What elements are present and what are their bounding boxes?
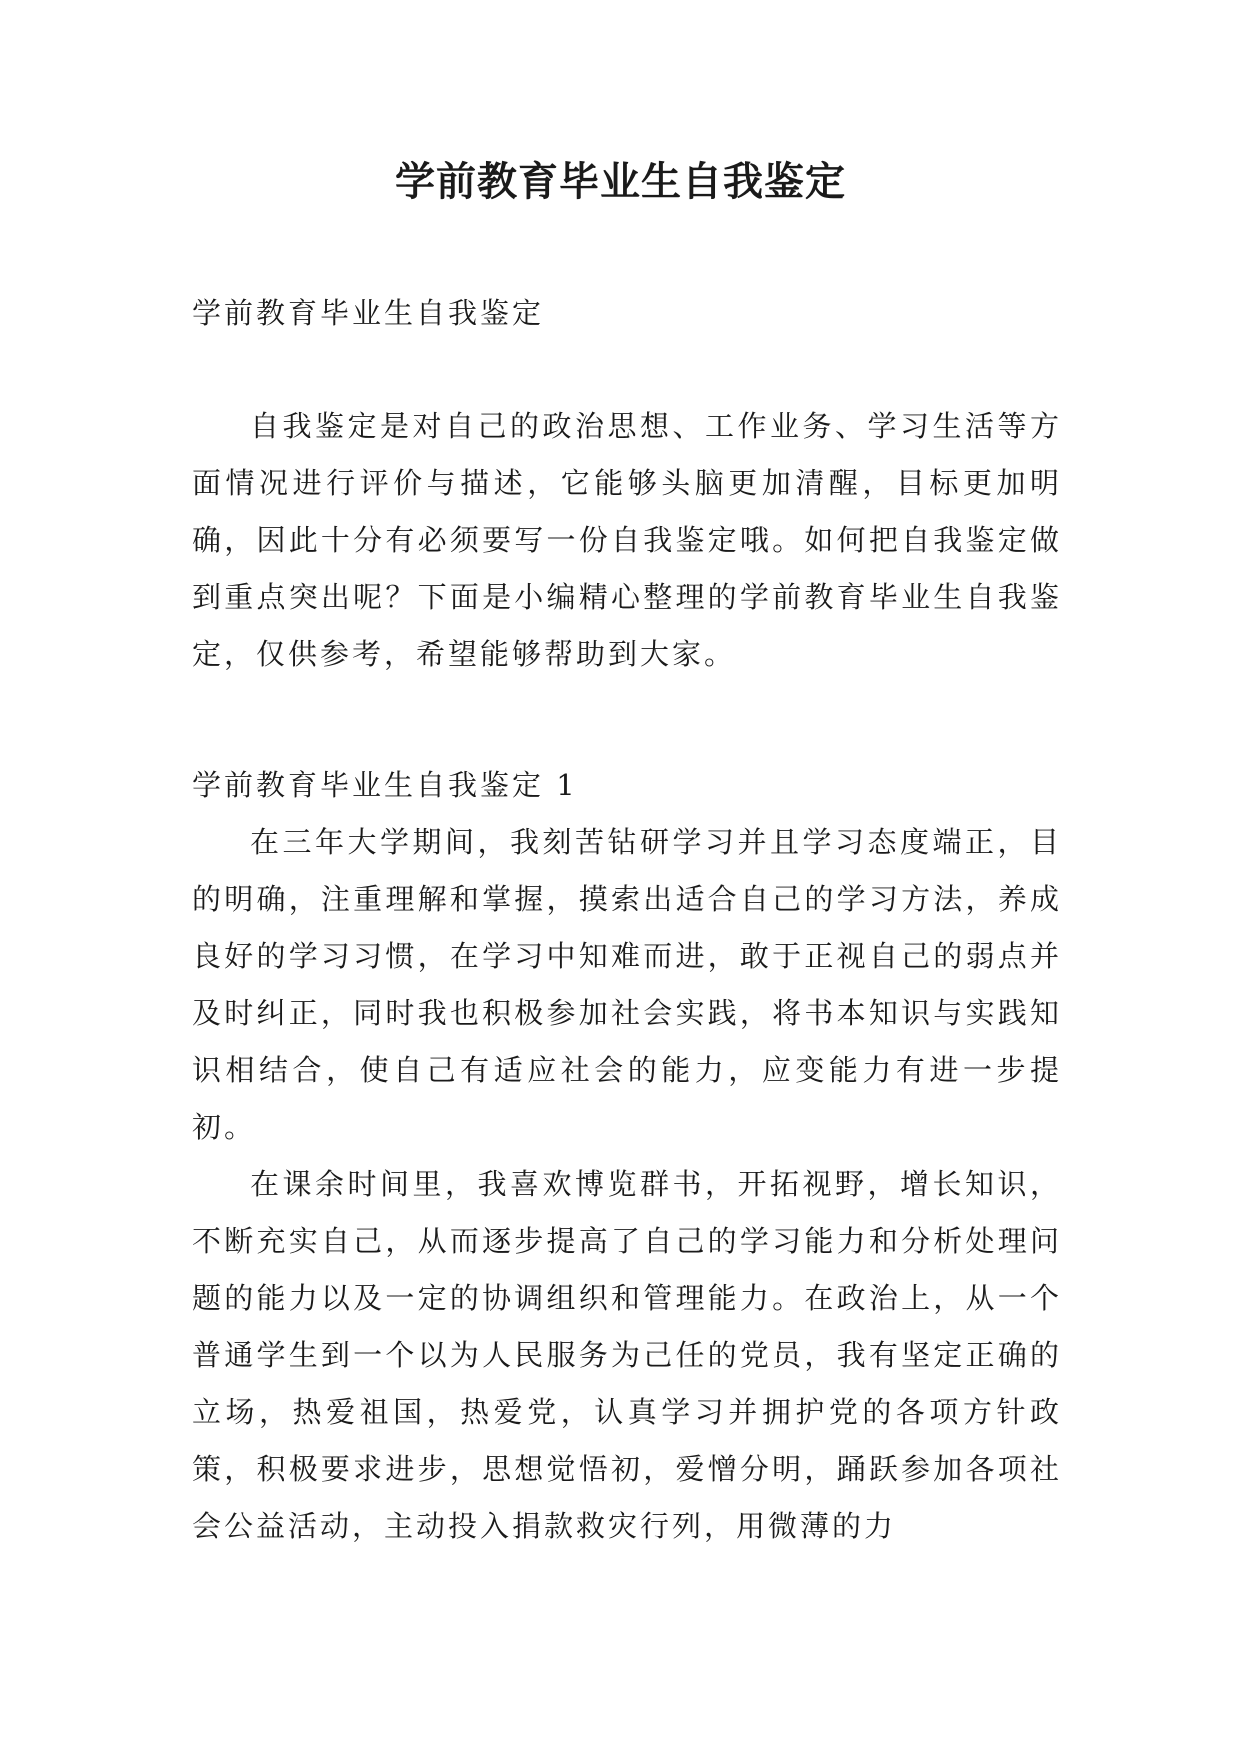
section-1 [192, 757, 1062, 1555]
section-heading: 学前教育毕业生自我鉴定 1 [192, 768, 578, 802]
intro-paragraph: 自我鉴定是对自己的政治思想、工作业务、学习生活等方面情况进行评价与描述，它能够头脑更加清醒，目标更加明确，因此十分有必须要写一份自我鉴定哦。如何把自我鉴定做到重点突出呢？下面是小编精心整理的学前教育毕业生自我鉴定，仅供参考，希望能够帮助到大家。 [192, 409, 1062, 671]
section-paragraph-2: 在课余时间里，我喜欢博览群书，开拓视野，增长知识，不断充实自己，从而逐步提高了自己的学习能力和分析处理问题的能力以及一定的协调组织和管理能力。在政治上，从一个普通学生到一个以为人民服务为己任的党员，我有坚定正确的立场，热爱祖国，热爱党，认真学习并拥护党的各项方针政策，积极要求进步，思想觉悟初，爱憎分明，踊跃参加各项社会公益活动，主动投入捐款救灾行列，用微薄的力 [192, 1167, 1062, 1543]
section-paragraph-1: 在三年大学期间，我刻苦钻研学习并且学习态度端正，目的明确，注重理解和掌握，摸索出适合自己的学习方法，养成良好的学习习惯，在学习中知难而进，敢于正视自己的弱点并及时纠正，同时我也积极参加社会实践，将书本知识与实践知识相结合，使自己有适应社会的能力，应变能力有进一步提初。 [192, 825, 1062, 1144]
document-subtitle: 学前教育毕业生自我鉴定 [192, 296, 545, 330]
document-title: 学前教育毕业生自我鉴定 [395, 159, 846, 205]
